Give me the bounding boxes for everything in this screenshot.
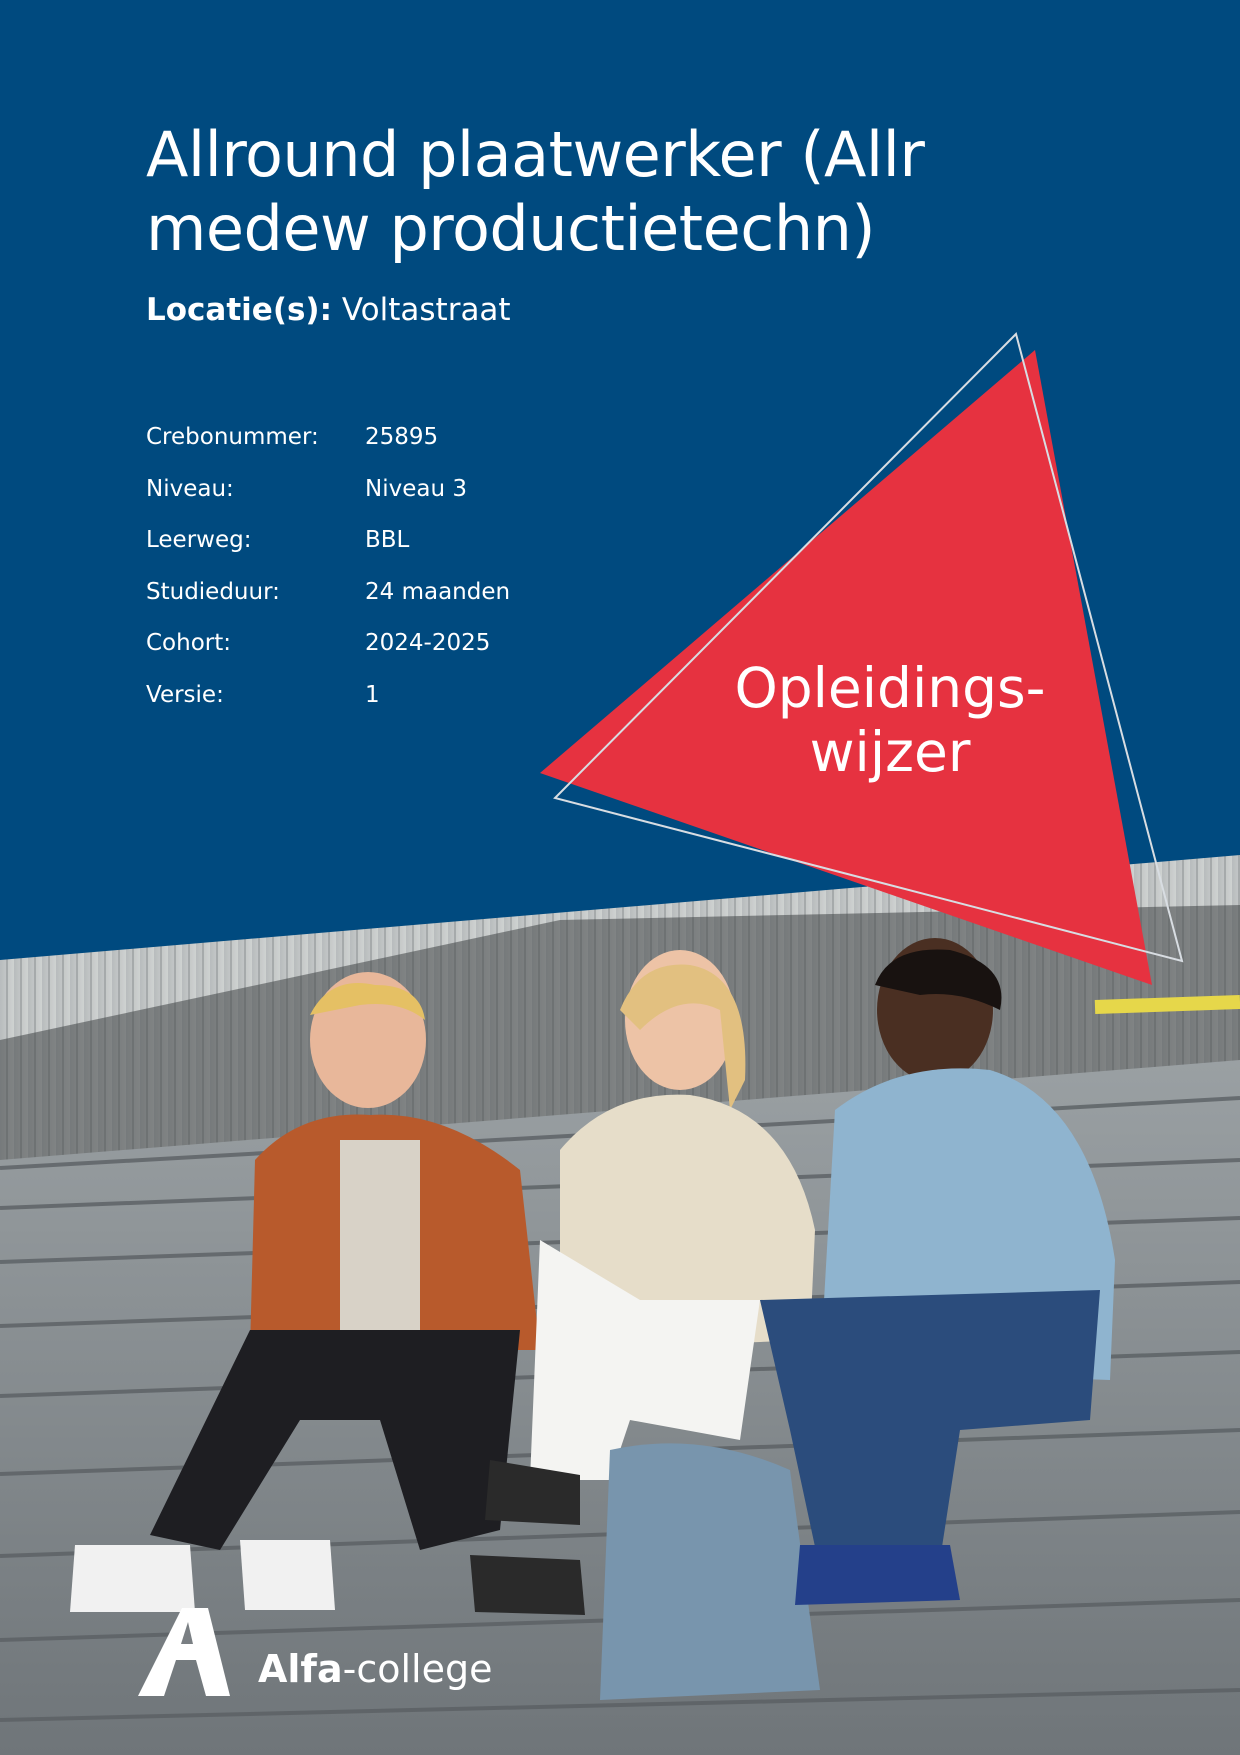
detail-label: Crebonummer: (146, 424, 319, 450)
detail-label: Versie: (146, 681, 224, 708)
detail-label: Niveau: (146, 475, 234, 502)
detail-row (146, 424, 510, 476)
detail-value: 25895 (365, 424, 439, 450)
detail-row (146, 682, 510, 734)
logo-wordmark (258, 1647, 492, 1691)
program-details-table (146, 424, 510, 734)
detail-value: BBL (365, 527, 410, 554)
detail-value: 1 (365, 681, 380, 708)
detail-label: Studieduur: (146, 578, 280, 605)
detail-row (146, 579, 510, 631)
detail-label: Cohort: (146, 630, 232, 657)
title-line-2: medew productietechn) (146, 192, 876, 265)
logo-rest: college (356, 1647, 493, 1691)
title-line-1: Allround plaatwerker (Allr (146, 118, 925, 191)
badge-line-2: wijzer (809, 720, 971, 784)
detail-row (146, 630, 510, 682)
detail-value: 2024-2025 (365, 630, 491, 657)
location-line (146, 292, 511, 328)
location-value: Voltastraat (341, 292, 511, 328)
detail-row (146, 527, 510, 579)
detail-value: 24 maanden (365, 578, 511, 605)
detail-row (146, 476, 510, 528)
page-title (146, 118, 1046, 266)
detail-value: Niveau 3 (365, 475, 467, 502)
logo-dash: - (342, 1647, 357, 1691)
detail-label: Leerweg: (146, 527, 252, 554)
opleidingswijzer-badge (700, 656, 1080, 784)
badge-line-1: Opleidings- (734, 656, 1046, 720)
logo-brand: Alfa (258, 1647, 343, 1691)
location-label: Locatie(s): (146, 292, 332, 328)
